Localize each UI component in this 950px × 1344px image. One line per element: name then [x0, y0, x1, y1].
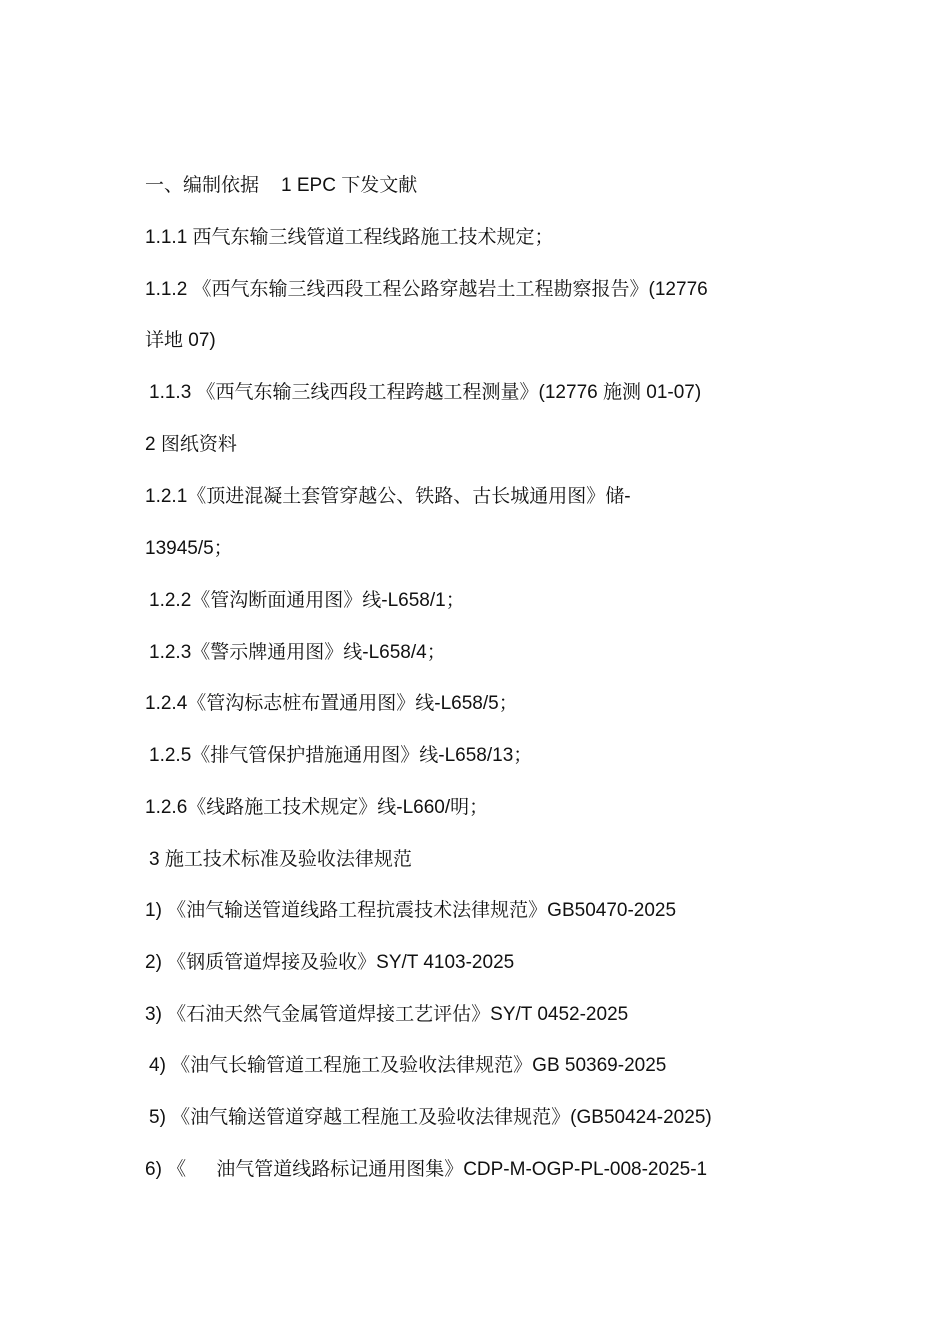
- text-line: 3) 《石油天然气金属管道焊接工艺评估》SY/T 0452-2025: [145, 1004, 629, 1025]
- text-line: 1.2.1《顶进混凝土套管穿越公、铁路、古长城通用图》储-: [145, 486, 631, 507]
- text-line: 2 图纸资料: [145, 434, 237, 455]
- text-line: 5) 《油气输送管道穿越工程施工及验收法律规范》(GB50424-2025): [149, 1107, 712, 1128]
- text-line: 1.1.3 《西气东输三线西段工程跨越工程测量》(12776 施测 01-07): [149, 382, 702, 403]
- last-line-part-2: 油气管道线路标记通用图集》CDP-M-OGP-PL-008-2025-1: [216, 1159, 708, 1180]
- text-line: 1.2.3《警示牌通用图》线-L658/4；: [149, 642, 446, 663]
- text-line: 1.1.1 西气东输三线管道工程线路施工技术规定；: [145, 227, 554, 248]
- text-line: 详地 07): [145, 330, 216, 351]
- text-line: 1.2.6《线路施工技术规定》线-L660/明；: [145, 797, 489, 818]
- text-line: 4) 《油气长输管道工程施工及验收法律规范》GB 50369-2025: [149, 1055, 667, 1076]
- last-line-part-1: 6) 《: [145, 1159, 187, 1180]
- heading-part-1: 一、编制依据: [145, 175, 260, 196]
- text-line-last: [145, 1157, 815, 1183]
- section-heading: [145, 173, 815, 199]
- text-line: 1.2.5《排气管保护措施通用图》线-L658/13；: [149, 745, 533, 766]
- text-line: 3 施工技术标准及验收法律规范: [149, 849, 412, 870]
- text-line: 13945/5；: [145, 538, 233, 559]
- heading-part-2: 1 EPC 下发文献: [281, 175, 418, 196]
- text-line: 1) 《油气输送管道线路工程抗震技术法律规范》GB50470-2025: [145, 900, 677, 921]
- text-line: 1.2.2《管沟断面通用图》线-L658/1；: [149, 590, 465, 611]
- text-line: 1.1.2 《西气东输三线西段工程公路穿越岩土工程勘察报告》(12776: [145, 279, 708, 300]
- text-line: 2) 《钢质管道焊接及验收》SY/T 4103-2025: [145, 952, 515, 973]
- text-line: 1.2.4《管沟标志桩布置通用图》线-L658/5；: [145, 693, 518, 714]
